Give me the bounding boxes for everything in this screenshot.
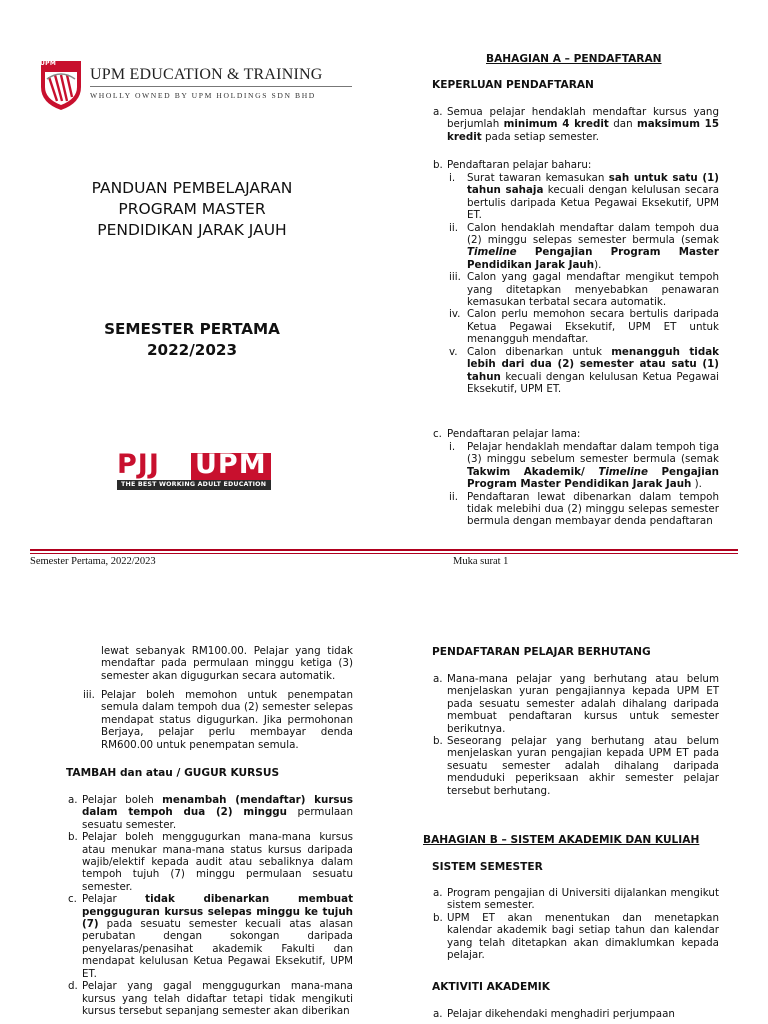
company-name: UPM EDUCATION & TRAINING [90, 66, 323, 83]
aktiviti-akademik-heading: AKTIVITI AKADEMIK [432, 981, 550, 993]
berhutang-heading: PENDAFTARAN PELAJAR BERHUTANG [432, 646, 651, 658]
list-item: iii. Pelajar boleh memohon untuk penempatan semula dalam tempoh dua (2) semester selepas mendapat status digugurkan. Jika permohonan Berjaya, pelajar perlu membayar denda RM600.00 untuk penempatan semula. [83, 689, 353, 751]
footer-page-number: Muka surat 1 [453, 556, 509, 567]
keperluan-heading: KEPERLUAN PENDAFTARAN [432, 79, 594, 91]
upm-badge: UPM [40, 60, 57, 67]
sistem-semester-heading: SISTEM SEMESTER [432, 861, 543, 873]
pjj-upm-logo [117, 451, 271, 491]
footer-semester: Semester Pertama, 2022/2023 [30, 556, 156, 567]
upm-text: UPM [195, 449, 267, 480]
late-registration-sublist [83, 689, 353, 751]
footer-rule [30, 549, 738, 551]
registration-list [433, 106, 719, 143]
list-item: ii. Calon hendaklah mendaftar dalam tempoh dua (2) minggu selepas semester bermula (semak Timeline Pengajian Program Master Pendidikan Jarak Jauh). [449, 221, 719, 271]
new-student-sublist [449, 172, 719, 395]
list-item: a. Pelajar boleh menambah (mendaftar) kursus dalam tempoh dua (2) minggu permulaan sesuatu semester. [68, 794, 354, 831]
list-item: ii. Pendaftaran lewat dibenarkan dalam tempoh tidak melebihi dua (2) minggu selepas semester bermula dengan membayar denda pendaftaran [449, 490, 719, 528]
upm-et-logo [38, 57, 358, 113]
sistem-semester-list [433, 887, 719, 962]
list-item: a. Semua pelajar hendaklah mendaftar kursus yang berjumlah minimum 4 kredit dan maksimum 15 kredit pada setiap semester. [433, 106, 719, 143]
list-item: b. UPM ET akan menentukan dan menetapkan kalendar akademik bagi setiap tahun dan kalendar yang telah ditetapkan akan dimaklumkan kepada pelajar. [433, 911, 719, 962]
company-subtitle: WHOLLY OWNED BY UPM HOLDINGS SDN BHD [90, 91, 316, 100]
list-item: a. Pelajar dikehendaki menghadiri perjumpaan [433, 1008, 675, 1020]
list-item: i. Pelajar hendaklah mendaftar dalam tempoh tiga (3) minggu sebelum semester bermula (semak Takwim Akademik/ Timeline Pengajian Program Master Pendidikan Jarak Jauh ). [449, 441, 719, 491]
semester-label: SEMESTER PERTAMA [104, 320, 280, 338]
section-b-heading: BAHAGIAN B – SISTEM AKADEMIK DAN KULIAH [423, 834, 700, 846]
list-item: c. Pendaftaran pelajar lama: [433, 428, 581, 440]
late-registration-continued: lewat sebanyak RM100.00. Pelajar yang tidak mendaftar pada permulaan minggu ketiga (3) semester akan digugurkan secara automatik. [101, 645, 353, 682]
cover-title-line-2: PROGRAM MASTER [118, 200, 266, 218]
section-a-heading: BAHAGIAN A – PENDAFTARAN [486, 53, 662, 65]
old-student-list [433, 428, 719, 440]
logo-rule [90, 86, 352, 87]
list-item: v. Calon dibenarkan untuk menangguh tidak lebih dari dua (2) semester atau satu (1) tahun kecuali dengan kelulusan Ketua Pegawai Eksekutif, UPM ET. [449, 345, 719, 395]
list-item: b. Seseorang pelajar yang berhutang atau belum menjelaskan yuran pengajian kepada UPM ET pada sesuatu semester adalah dihalang daripada menduduki peperiksaan akhir semester pelajar tersebut berhutang. [433, 735, 719, 797]
list-item: iv. Calon perlu memohon secara bertulis daripada Ketua Pegawai Eksekutif, UPM ET untuk menangguh mendaftar. [449, 308, 719, 346]
cover-semester [40, 319, 344, 361]
list-item: c. Pelajar tidak dibenarkan membuat pengguguran kursus selepas minggu ke tujuh (7) pada sesuatu semester kecuali atas alasan perubatan dengan sokongan daripada penyelaras/penasihat akademik Fakulti dan mendapat kelulusan Ketua Pegawai Eksekutif, UPM ET. [68, 893, 353, 980]
semester-year: 2022/2023 [146, 341, 238, 359]
old-student-sublist [449, 441, 719, 528]
new-student-list [433, 159, 719, 171]
cover-title-line-3: PENDIDIKAN JARAK JAUH [97, 221, 287, 239]
list-item: iii. Calon yang gagal mendaftar mengikut tempoh yang ditetapkan menyebabkan penawaran kemasukan terbatal secara automatik. [449, 271, 719, 309]
tambah-gugur-list [68, 794, 354, 1017]
list-item: a. Program pengajian di Universiti dijalankan mengikut sistem semester. [433, 887, 719, 912]
list-item: b. Pelajar boleh menggugurkan mana-mana kursus atau menukar mana-mana status kursus daripada wajib/elektif kepada audit atau sebaliknya dalam tempoh tujuh (7) minggu permulaan sesuatu semester. [68, 831, 353, 893]
footer-rule-thin [30, 553, 738, 554]
list-item: a. Mana-mana pelajar yang berhutang atau belum menjelaskan yuran pengajiannya kepada UPM ET pada sesuatu semester adalah dihalang daripada membuat pendaftaran kursus untuk semester berikutnya. [433, 673, 719, 735]
list-item: b. Pendaftaran pelajar baharu: [433, 159, 592, 171]
list-item: d. Pelajar yang gagal menggugurkan mana-mana kursus yang telah didaftar tetapi tidak mengikuti kursus tersebut sepanjang semester akan diberikan [68, 980, 353, 1017]
cover-title-line-1: PANDUAN PEMBELAJARAN [91, 179, 293, 197]
list-item: i. Surat tawaran kemasukan sah untuk satu (1) tahun sahaja kecuali dengan kelulusan secara bertulis daripada Ketua Pegawai Eksekutif, UPM ET. [449, 172, 719, 222]
berhutang-list [433, 673, 719, 797]
cover-title [40, 178, 344, 241]
pjj-text: PJJ [117, 449, 160, 480]
aktiviti-list [433, 1008, 719, 1020]
pjj-tagline: THE BEST WORKING ADULT EDUCATION [121, 481, 267, 488]
tambah-gugur-heading: TAMBAH dan atau / GUGUR KURSUS [66, 767, 280, 779]
